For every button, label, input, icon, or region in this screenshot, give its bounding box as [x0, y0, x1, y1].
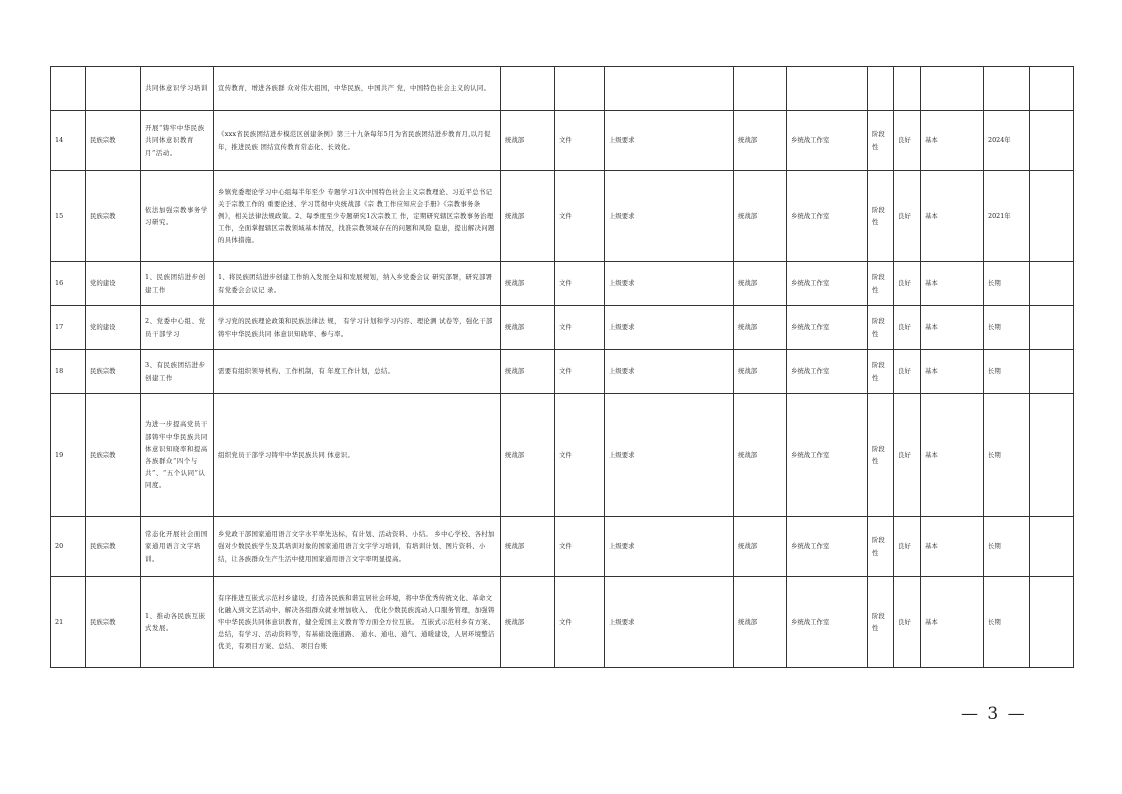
- responsible-unit-cell: 统战部: [734, 171, 787, 262]
- item-cell: 开展“铸牢中华民族共同体意识教育月”活动。: [141, 111, 214, 171]
- responsible-office-cell: 乡统战工作室: [787, 394, 868, 517]
- category-cell: [86, 67, 141, 111]
- source-cell: [605, 67, 734, 111]
- nature-cell: 阶段性: [868, 306, 894, 350]
- source-cell: 上级要求: [605, 394, 734, 517]
- table-row: [51, 517, 1074, 577]
- deadline-cell: 2021年: [984, 171, 1030, 262]
- item-cell: 1、推动各民族互嵌式发展。: [141, 577, 214, 668]
- deadline-cell: 长期: [984, 306, 1030, 350]
- table-row: [51, 171, 1074, 262]
- item-cell: 2、党委中心组、党员干部学习: [141, 306, 214, 350]
- status-cell: 良好: [894, 577, 921, 668]
- item-cell: 1、民族团结进步创建工作: [141, 262, 214, 306]
- table-row: [51, 350, 1074, 394]
- nature-cell: 阶段性: [868, 577, 894, 668]
- level-cell: 基本: [921, 306, 984, 350]
- category-cell: 民族宗教: [86, 517, 141, 577]
- responsible-office-cell: 乡统战工作室: [787, 517, 868, 577]
- basis-type-cell: 文件: [555, 350, 605, 394]
- nature-cell: [868, 67, 894, 111]
- responsible-unit-cell: 统战部: [734, 262, 787, 306]
- unit-cell: 统战部: [501, 262, 555, 306]
- level-cell: 基本: [921, 517, 984, 577]
- extra-cell: [1030, 67, 1074, 111]
- category-cell: 民族宗教: [86, 577, 141, 668]
- basis-type-cell: 文件: [555, 306, 605, 350]
- responsible-unit-cell: 统战部: [734, 111, 787, 171]
- basis-type-cell: [555, 67, 605, 111]
- responsible-office-cell: [787, 67, 868, 111]
- level-cell: 基本: [921, 171, 984, 262]
- deadline-cell: 2024年: [984, 111, 1030, 171]
- item-cell: 共同体意识学习培训: [141, 67, 214, 111]
- extra-cell: [1030, 394, 1074, 517]
- category-cell: 民族宗教: [86, 111, 141, 171]
- basis-type-cell: 文件: [555, 394, 605, 517]
- page-number: — 3 —: [961, 704, 1027, 724]
- category-cell: 民族宗教: [86, 350, 141, 394]
- row-number: 16: [51, 262, 86, 306]
- row-number: 20: [51, 517, 86, 577]
- source-cell: 上级要求: [605, 262, 734, 306]
- basis-type-cell: 文件: [555, 517, 605, 577]
- deadline-cell: 长期: [984, 577, 1030, 668]
- description-cell: 有序推进互嵌式示范村乡建设，打造各民族和谐宜居社会环境，将中华优秀传统文化、革命文化融入到文艺活动中、解决各组群众就业增加收入、 优化少数民族流动人口服务管理，加强铸牢中华民族共同体意识教育，健全爱国主义教育等方面全方位互嵌。 互嵌式示范村乡有方案、总结，有学习、活动资料等，有基础设施道路、 通水、通电、通气、通暖建设，人居环境整洁优美，有项目方案、总结、 项目台账: [214, 577, 501, 668]
- status-cell: 良好: [894, 111, 921, 171]
- responsible-unit-cell: 统战部: [734, 306, 787, 350]
- responsible-unit-cell: 统战部: [734, 517, 787, 577]
- extra-cell: [1030, 306, 1074, 350]
- table-row: [51, 577, 1074, 668]
- deadline-cell: 长期: [984, 394, 1030, 517]
- deadline-cell: 长期: [984, 350, 1030, 394]
- table-row: [51, 262, 1074, 306]
- responsible-office-cell: 乡统战工作室: [787, 306, 868, 350]
- basis-type-cell: 文件: [555, 577, 605, 668]
- unit-cell: 统战部: [501, 517, 555, 577]
- unit-cell: 统战部: [501, 577, 555, 668]
- table-row: [51, 394, 1074, 517]
- status-cell: 良好: [894, 394, 921, 517]
- status-cell: 良好: [894, 350, 921, 394]
- extra-cell: [1030, 262, 1074, 306]
- status-cell: 良好: [894, 306, 921, 350]
- item-cell: 为进一步提高党员干部铸牢中华民族共同体意识知晓率和提高各族群众“四个与共”、“五个认同”认同度。: [141, 394, 214, 517]
- status-cell: 良好: [894, 262, 921, 306]
- responsible-unit-cell: 统战部: [734, 350, 787, 394]
- nature-cell: 阶段性: [868, 111, 894, 171]
- level-cell: [921, 67, 984, 111]
- category-cell: 民族宗教: [86, 394, 141, 517]
- item-cell: 常态化开展社会面国家通用语言文字培训。: [141, 517, 214, 577]
- unit-cell: [501, 67, 555, 111]
- row-number: 15: [51, 171, 86, 262]
- description-cell: 《xxx省民族团结进步模范区创建条例》第三十九条每年5月为省民族团结进步教育月,以月促年，推进民族 团结宣传教育常态化、长效化。: [214, 111, 501, 171]
- nature-cell: 阶段性: [868, 262, 894, 306]
- row-number: 14: [51, 111, 86, 171]
- deadline-cell: 长期: [984, 517, 1030, 577]
- description-cell: 组织党员干部学习铸牢中华民族共同 体意识。: [214, 394, 501, 517]
- row-number: [51, 67, 86, 111]
- extra-cell: [1030, 111, 1074, 171]
- responsible-office-cell: 乡统战工作室: [787, 262, 868, 306]
- nature-cell: 阶段性: [868, 517, 894, 577]
- category-cell: 党的建设: [86, 306, 141, 350]
- extra-cell: [1030, 350, 1074, 394]
- deadline-cell: [984, 67, 1030, 111]
- item-cell: 依法加强宗教事务学习研究。: [141, 171, 214, 262]
- nature-cell: 阶段性: [868, 394, 894, 517]
- extra-cell: [1030, 171, 1074, 262]
- level-cell: 基本: [921, 577, 984, 668]
- status-cell: [894, 67, 921, 111]
- extra-cell: [1030, 577, 1074, 668]
- description-cell: 需要有组织领导机构、工作机制，有 年度工作计划，总结。: [214, 350, 501, 394]
- source-cell: 上级要求: [605, 111, 734, 171]
- description-cell: 1、将民族团结进步创建工作纳入发展全局和发展规划，纳入乡党委会议 研究部署，研究部署有党委会会议记 录。: [214, 262, 501, 306]
- description-cell: 学习党的民族理论政策和民族法律法 规， 有学习计划和学习内容、理论测 试卷等，强化干部铸牢中华民族共同 体意识知晓率、参与率。: [214, 306, 501, 350]
- level-cell: 基本: [921, 350, 984, 394]
- row-number: 17: [51, 306, 86, 350]
- description-cell: 乡镇党委理论学习中心组每半年至少 专题学习1次中国特色社会主义宗教理论、习近平总书记关于宗教工作的 重要论述、学习贯彻中央统战部《宗 教工作应知应会手册》《宗教事务条 例》，相关法律法规政策。2、每季度至少专题研究1次宗教工 作，定期研究辖区宗教事务治理工作，全面掌握辖区宗教领域基本情况，找准宗教领域存在的问题和风险 隐患，提出解决问题的具体措施。: [214, 171, 501, 262]
- item-cell: 3、有民族团结进步创建工作: [141, 350, 214, 394]
- unit-cell: 统战部: [501, 394, 555, 517]
- unit-cell: 统战部: [501, 350, 555, 394]
- basis-type-cell: 文件: [555, 171, 605, 262]
- responsible-office-cell: 乡统战工作室: [787, 350, 868, 394]
- status-cell: 良好: [894, 517, 921, 577]
- unit-cell: 统战部: [501, 111, 555, 171]
- table-row: [51, 67, 1074, 111]
- source-cell: 上级要求: [605, 517, 734, 577]
- nature-cell: 阶段性: [868, 171, 894, 262]
- table-row: [51, 111, 1074, 171]
- level-cell: 基本: [921, 394, 984, 517]
- basis-type-cell: 文件: [555, 111, 605, 171]
- responsible-office-cell: 乡统战工作室: [787, 171, 868, 262]
- source-cell: 上级要求: [605, 350, 734, 394]
- extra-cell: [1030, 517, 1074, 577]
- responsible-office-cell: 乡统战工作室: [787, 577, 868, 668]
- table-row: [51, 306, 1074, 350]
- responsible-unit-cell: 统战部: [734, 577, 787, 668]
- level-cell: 基本: [921, 111, 984, 171]
- level-cell: 基本: [921, 262, 984, 306]
- basis-type-cell: 文件: [555, 262, 605, 306]
- category-cell: 民族宗教: [86, 171, 141, 262]
- category-cell: 党的建设: [86, 262, 141, 306]
- responsible-unit-cell: [734, 67, 787, 111]
- deadline-cell: 长期: [984, 262, 1030, 306]
- description-cell: 宣传教育，增进各族群 众对伟大祖国，中华民族，中国共产 党，中国特色社会主义的认同。: [214, 67, 501, 111]
- responsible-office-cell: 乡统战工作室: [787, 111, 868, 171]
- row-number: 18: [51, 350, 86, 394]
- description-cell: 乡党政干部国家通用语言文字水平率先达标，有计划、活动资料、小结。 乡中心学校、各村加强对少数民族学生及其培训对象的国家通用语言文字学习培训，有培训计划、图片资料、小结，让各族群众生产生活中使用国家通用语言文字率明显提高。: [214, 517, 501, 577]
- unit-cell: 统战部: [501, 306, 555, 350]
- row-number: 19: [51, 394, 86, 517]
- unit-cell: 统战部: [501, 171, 555, 262]
- responsible-unit-cell: 统战部: [734, 394, 787, 517]
- source-cell: 上级要求: [605, 577, 734, 668]
- task-table: [50, 66, 1074, 668]
- source-cell: 上级要求: [605, 306, 734, 350]
- nature-cell: 阶段性: [868, 350, 894, 394]
- status-cell: 良好: [894, 171, 921, 262]
- source-cell: 上级要求: [605, 171, 734, 262]
- row-number: 21: [51, 577, 86, 668]
